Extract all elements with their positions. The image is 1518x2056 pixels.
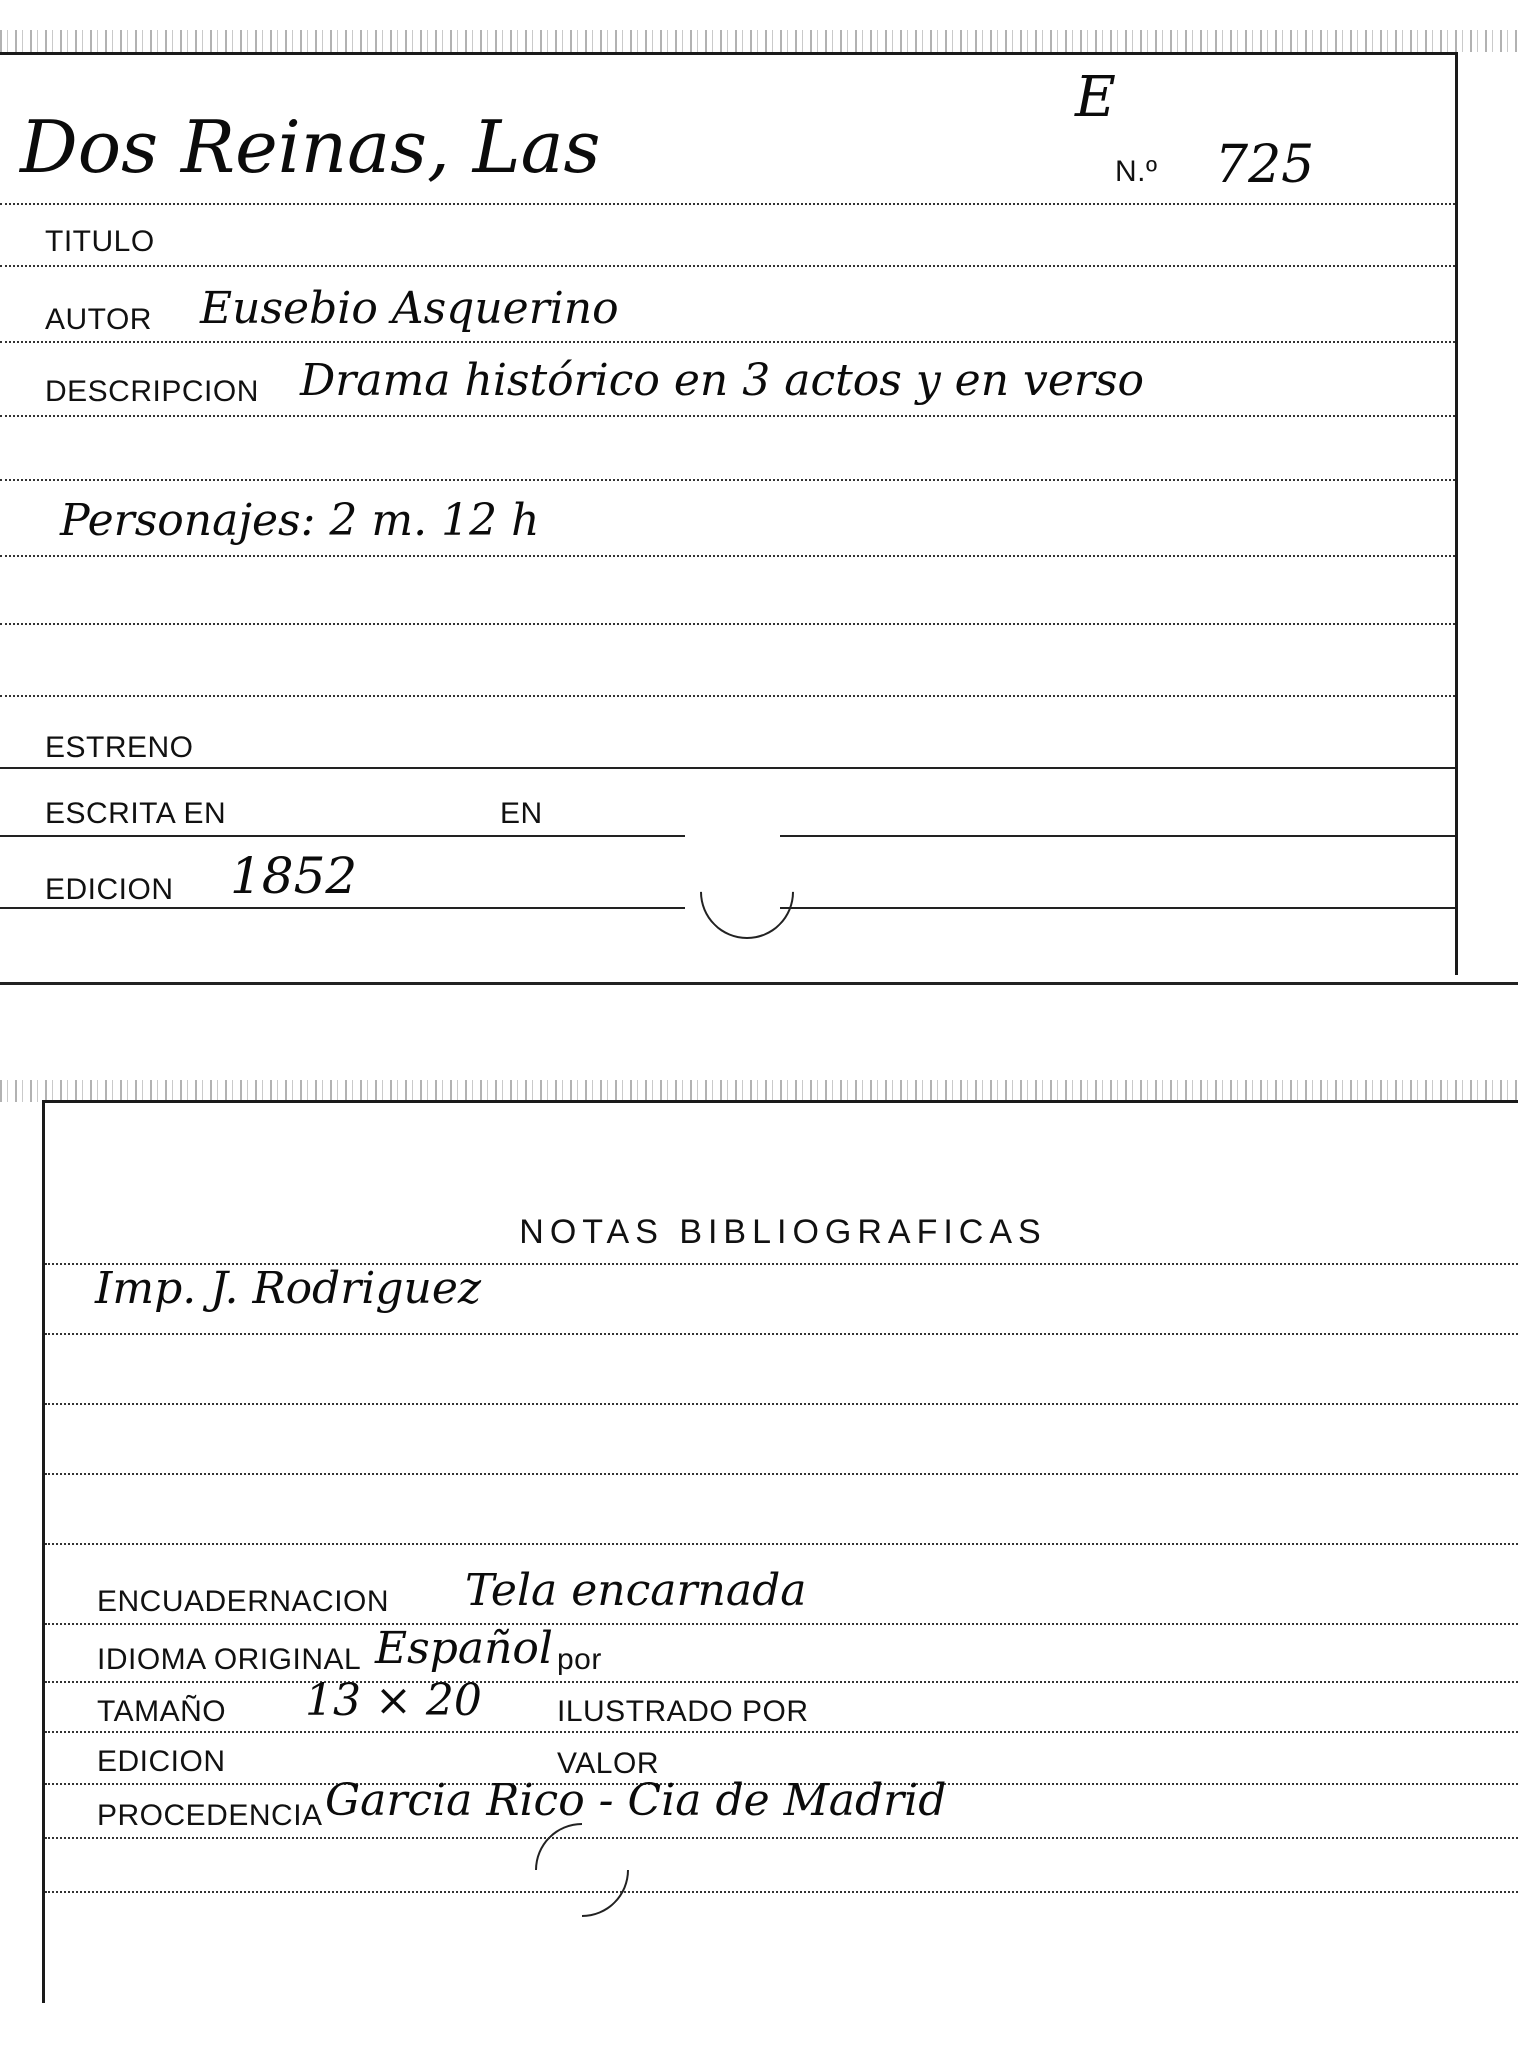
catalog-card-back xyxy=(42,1100,1518,2003)
tamano-label: TAMAÑO xyxy=(97,1695,227,1728)
encuadernacion-label: ENCUADERNACION xyxy=(97,1585,390,1618)
number-label: N.º xyxy=(1115,155,1158,188)
punch-hole-mark xyxy=(681,826,814,959)
catalog-card-front xyxy=(0,52,1458,975)
rule xyxy=(0,479,1455,481)
encuadernacion-value: Tela encarnada xyxy=(465,1565,807,1616)
en-label: EN xyxy=(500,797,543,830)
rule xyxy=(0,623,1455,625)
rule xyxy=(0,415,1455,417)
edicion-back-label: EDICION xyxy=(97,1745,226,1778)
escrita-label: ESCRITA EN xyxy=(45,797,227,830)
rule xyxy=(45,1543,1518,1545)
notas-heading: NOTAS BIBLIOGRAFICAS xyxy=(519,1213,1047,1251)
card-separator xyxy=(0,982,1518,985)
autor-label: AUTOR xyxy=(45,303,152,336)
rule xyxy=(0,555,1455,557)
rule xyxy=(45,1473,1518,1475)
notas-value: Imp. J. Rodriguez xyxy=(95,1263,482,1314)
rule xyxy=(45,1891,1518,1893)
titulo-label: TITULO xyxy=(45,225,155,258)
rule xyxy=(0,203,1455,205)
idioma-label: IDIOMA ORIGINAL xyxy=(97,1643,362,1676)
rule xyxy=(45,1403,1518,1405)
paper-edge-texture xyxy=(0,1080,1518,1102)
number-value: 725 xyxy=(1215,135,1315,195)
rule xyxy=(45,1681,1518,1683)
descripcion-label: DESCRIPCION xyxy=(45,375,259,408)
rule xyxy=(780,907,1455,909)
rule xyxy=(0,265,1455,267)
procedencia-label: PROCEDENCIA xyxy=(97,1799,323,1832)
paper-edge-texture xyxy=(0,30,1518,52)
rule xyxy=(0,835,685,837)
edicion-value: 1852 xyxy=(230,847,358,905)
idioma-value: Español xyxy=(375,1623,553,1674)
rule xyxy=(780,835,1455,837)
por-label: por xyxy=(557,1643,602,1676)
title-value: Dos Reinas, Las xyxy=(20,105,601,189)
rule xyxy=(45,1731,1518,1733)
rule xyxy=(45,1837,1518,1839)
tamano-value: 13 × 20 xyxy=(305,1675,482,1726)
rule xyxy=(0,767,1455,769)
autor-value: Eusebio Asquerino xyxy=(200,283,619,334)
procedencia-value: Garcia Rico - Cia de Madrid xyxy=(325,1775,947,1826)
personajes-value: Personajes: 2 m. 12 h xyxy=(60,495,540,546)
rule xyxy=(45,1623,1518,1625)
letter-mark: E xyxy=(1075,65,1116,130)
rule xyxy=(0,695,1455,697)
rule xyxy=(0,907,685,909)
descripcion-value: Drama histórico en 3 actos y en verso xyxy=(300,355,1145,406)
valor-label: VALOR xyxy=(557,1747,659,1780)
ilustrado-label: ILUSTRADO POR xyxy=(557,1695,809,1728)
edicion-label: EDICION xyxy=(45,873,174,906)
rule xyxy=(45,1333,1518,1335)
estreno-label: ESTRENO xyxy=(45,731,194,764)
rule xyxy=(0,341,1455,343)
